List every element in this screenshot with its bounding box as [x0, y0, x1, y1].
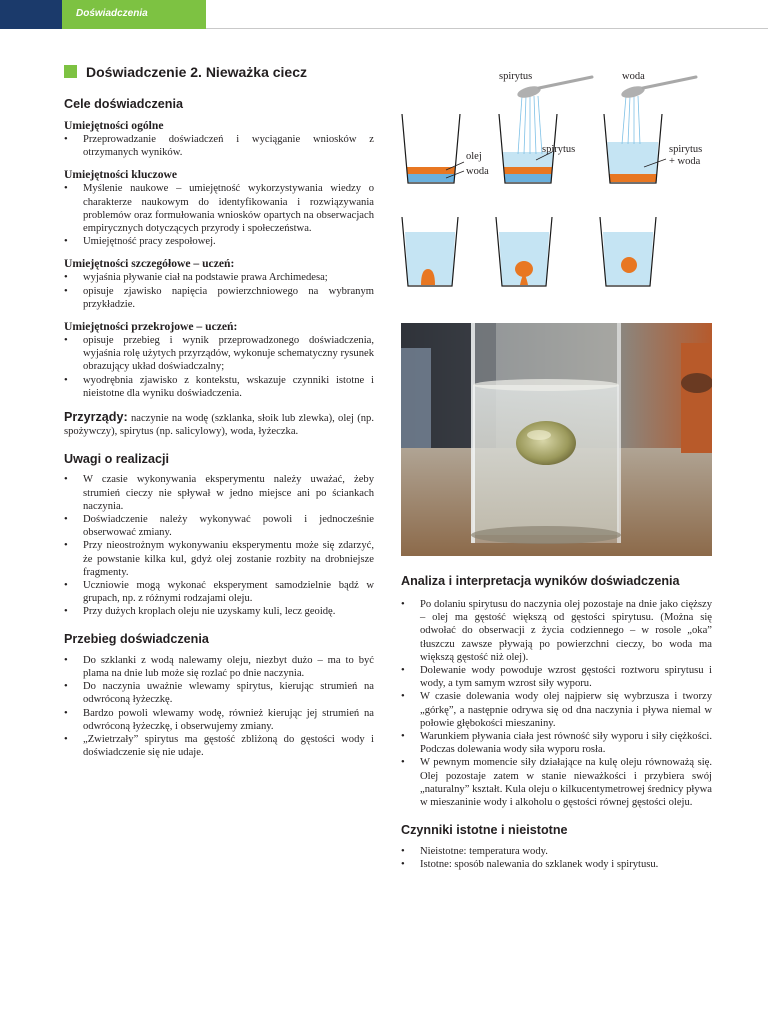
list-item: • wyjaśnia pływanie ciał na podstawie prawa Archimedesa;	[64, 271, 374, 284]
glass-spirit-water	[604, 96, 662, 183]
glass-spirit-pour	[499, 96, 557, 183]
list-item: • Do naczynia uważnie wlewamy spirytus, kierując strumień na odwróconą łyżeczkę.	[64, 680, 374, 706]
specific-skills-list	[64, 271, 374, 311]
list-item: • W czasie wykonywania eksperymentu należy uważać, żeby strumień cieczy nie spływał w jedno miejsce ani po ściankach naczynia.	[64, 473, 374, 513]
list-item: • Przy nieostrożnym wykonywaniu eksperymentu może się zdarzyć, że powstanie kilka kul, gdyż olej zostanie rozbity na drobniejsze fragmenty.	[64, 539, 374, 579]
page-title: Doświadczenie 2. Nieważka ciecz	[86, 64, 307, 80]
cross-skills-list	[64, 334, 374, 400]
factors-heading: Czynniki istotne i nieistotne	[401, 823, 568, 838]
list-item: • W pewnym momencie siły działające na kulę oleju równoważą się. Olej pozostaje zatem w stanie nieważkości i przybiera swój „naturalny” kształt. Kula oleju o kilkucentymetrowej średnicy pływa w mieszaninie wody i alkoholu o gęstości równej gęstości oleju.	[401, 756, 712, 809]
list-item: • Dolewanie wody powoduje wzrost gęstości roztworu spirytusu i wody, a tym samym wzrost siły wyporu.	[401, 664, 712, 690]
top-bar	[0, 0, 768, 29]
remarks-heading: Uwagi o realizacji	[64, 452, 169, 467]
water-layer	[407, 174, 455, 182]
left-column	[64, 96, 374, 759]
analysis-list	[401, 598, 712, 809]
label-spirit-mid: spirytus	[542, 144, 576, 155]
glass-oil-sphere	[600, 217, 656, 286]
remarks-list	[64, 473, 374, 618]
oil-sphere-photo	[516, 421, 576, 465]
title-square-icon	[64, 65, 77, 78]
water-layer	[505, 174, 552, 182]
key-skills-list	[64, 182, 374, 248]
list-item: • Myślenie naukowe – umiejętność wykorzystywania wiedzy o charakterze naukowym do identyfikowania i rozwiązywania problemów oraz formułowania wniosków opartych na obserwacjach empirycznych dotyczących przyrody i społeczeństwa.	[64, 182, 374, 235]
label-oil: olej	[466, 151, 482, 162]
experiment-photo	[401, 323, 712, 556]
oil-layer	[407, 167, 456, 174]
list-item: • Warunkiem pływania ciała jest równość siły wyporu i siły ciężkości. Podczas dolewania wody siła wyporu rosła.	[401, 730, 712, 756]
list-item: • Po dolaniu spirytusu do naczynia olej pozostaje na dnie jako cięższy – olej ma gęstość większą od gęstości spirytusu. (Można się odwołać do obserwacji z życia codziennego – w rosole „oka” tłuszczu zawsze pływają po powierzchni cieczy, bo woda ma większą gęstość niż olej).	[401, 598, 712, 664]
section-tab	[62, 0, 206, 29]
list-item: • Przeprowadzanie doświadczeń i wyciąganie wniosków z otrzymanych wyników.	[64, 133, 374, 159]
label-water-top: woda	[622, 71, 645, 82]
label-spirit-water-1: spirytus	[669, 144, 703, 155]
general-skills-heading: Umiejętności ogólne	[64, 119, 164, 132]
list-item: • Przy dużych kroplach oleju nie uzyskamy kuli, lecz geoidę.	[64, 605, 374, 618]
list-item: • opisuje przebieg i wynik przeprowadzonego doświadczenia, wyjaśnia rolę użytych przyrządów, wykonuje schematyczny rysunek obrazujący układ doświadczalny;	[64, 334, 374, 374]
mixture-layer	[607, 142, 658, 174]
oil-drop	[515, 261, 533, 277]
label-water: woda	[466, 166, 489, 177]
title-row	[64, 64, 394, 82]
analysis-heading: Analiza i interpretacja wyników doświadczenia	[401, 574, 680, 588]
experiment-diagram	[396, 62, 716, 294]
goals-heading: Cele doświadczenia	[64, 97, 183, 111]
key-skills-heading: Umiejętności kluczowe	[64, 168, 178, 182]
list-item: • Umiejętność pracy zespołowej.	[64, 235, 374, 248]
equipment-label: Przyrządy:	[64, 410, 128, 425]
section-label: Doświadczenia	[76, 8, 148, 19]
equipment-text: naczynie na wodę (szklanka, słoik lub zlewka), olej (np. spożywczy), spirytus (np. salicylowy), woda, łyżeczka.	[64, 413, 374, 438]
list-item: • Uczniowie mogą wykonać eksperyment samodzielnie bądź w grupach, np. z różnymi rodzajami oleju.	[64, 579, 374, 605]
list-item: • W czasie dolewania wody olej najpierw się wybrzusza i tworzy „górkę”, a następnie odrywa się od dna naczynia i pływa niemal w połowie głębokości mieszaniny.	[401, 690, 712, 730]
list-item: • Do szklanki z wodą nalewamy oleju, niezbyt dużo – ma to być plama na dnie lub może się rozlać po dnie naczynia.	[64, 654, 374, 680]
equipment-paragraph	[64, 411, 374, 438]
list-item: • Istotne: sposób nalewania do szklanek wody i spirytusu.	[401, 858, 712, 871]
oil-layer	[610, 174, 658, 182]
label-spirit-water-2: + woda	[669, 156, 701, 167]
top-divider	[206, 28, 768, 29]
list-item: • Bardzo powoli wlewamy wodę, również kierując jej strumień na odwróconą łyżeczkę, i obserwujemy zmiany.	[64, 707, 374, 733]
specific-skills-heading: Umiejętności szczegółowe – uczeń:	[64, 257, 235, 271]
glass-oil-water	[402, 114, 460, 183]
right-column	[401, 573, 712, 872]
glass-oil-bump	[402, 217, 458, 286]
general-skills-list	[64, 133, 374, 159]
oil-layer	[504, 167, 552, 174]
cross-skills-heading: Umiejętności przekrojowe – uczeń:	[64, 320, 238, 334]
procedure-list	[64, 654, 374, 760]
oil-sphere	[621, 257, 637, 273]
factors-list	[401, 845, 712, 871]
procedure-heading: Przebieg doświadczenia	[64, 631, 209, 646]
list-item: • wyodrębnia zjawisko z kontekstu, wskazuje czynniki istotne i nieistotne dla wyniku doświadczenia.	[64, 374, 374, 400]
top-bar-navy-block	[0, 0, 62, 29]
list-item: • Nieistotne: temperatura wody.	[401, 845, 712, 858]
list-item: • „Zwietrzały” spirytus ma gęstość zbliżoną do gęstości wody i doświadczenie się nie udaje.	[64, 733, 374, 759]
label-spirit-top: spirytus	[499, 71, 533, 82]
glass-oil-detaching	[496, 217, 552, 286]
list-item: • opisuje zjawisko napięcia powierzchniowego na wybranym przykładzie.	[64, 285, 374, 311]
list-item: • Doświadczenie należy wykonywać powoli i jednocześnie obserwować zmiany.	[64, 513, 374, 539]
